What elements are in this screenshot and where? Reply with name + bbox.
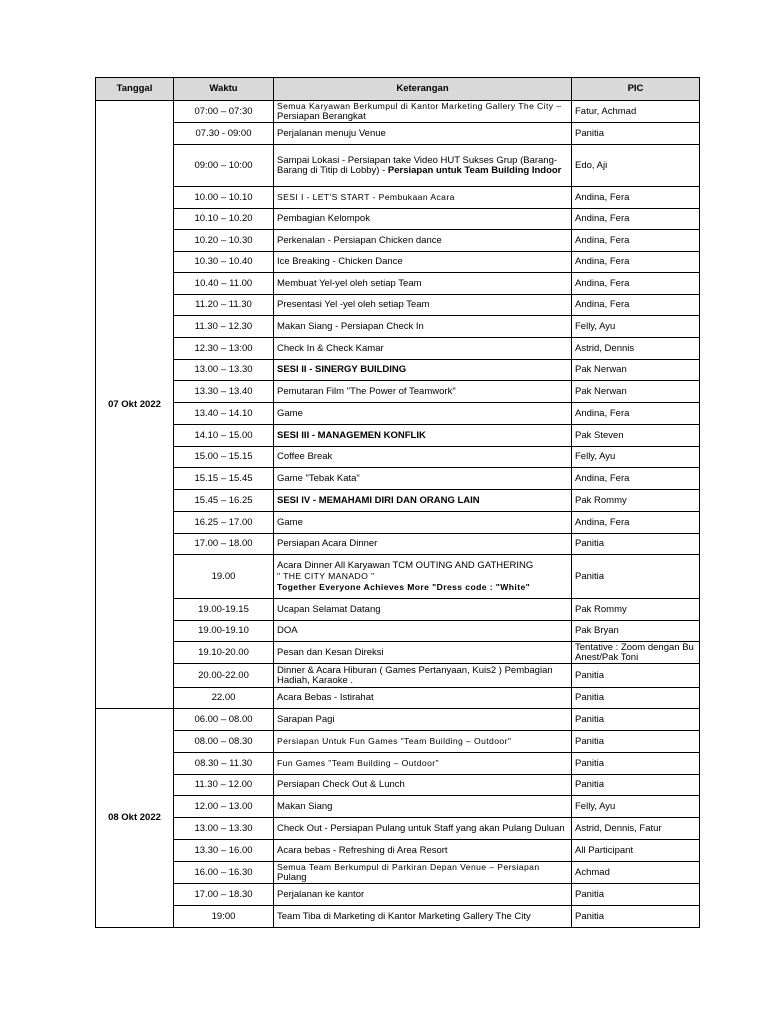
table-row bbox=[96, 534, 700, 555]
description-text: Semua Team Berkumpul di Parkiran Depan Venue – Persiapan bbox=[277, 862, 540, 872]
table-row bbox=[96, 642, 700, 664]
description-cell bbox=[274, 101, 572, 123]
description-text: Perkenalan - Persiapan Chicken dance bbox=[277, 234, 442, 246]
pic-cell: Panitia bbox=[572, 688, 700, 709]
time-cell: 06.00 – 08.00 bbox=[174, 709, 274, 731]
description-cell bbox=[274, 775, 572, 796]
time-cell: 11.30 – 12.00 bbox=[174, 775, 274, 796]
time-cell: 13.00 – 13.30 bbox=[174, 818, 274, 840]
description-text: Persiapan Berangkat bbox=[277, 111, 366, 122]
table-body bbox=[96, 101, 700, 928]
pic-cell: Panitia bbox=[572, 709, 700, 731]
description-text: Makan Siang - Persiapan Check In bbox=[277, 320, 424, 332]
table-row bbox=[96, 775, 700, 796]
description-text: Persiapan Check Out & Lunch bbox=[277, 779, 405, 790]
description-line bbox=[277, 365, 568, 375]
description-emphasis: Persiapan untuk Team Building Indoor bbox=[387, 164, 562, 176]
table-row bbox=[96, 447, 700, 468]
description-text: Coffee Break bbox=[277, 451, 333, 462]
table-row bbox=[96, 709, 700, 731]
description-cell bbox=[274, 123, 572, 145]
pic-cell: Astrid, Dennis, Fatur bbox=[572, 818, 700, 840]
time-cell: 14.10 – 15.00 bbox=[174, 425, 274, 447]
table-row bbox=[96, 512, 700, 534]
description-line bbox=[277, 192, 568, 203]
description-text: Acara Bebas - Istirahat bbox=[277, 692, 374, 703]
table-row bbox=[96, 316, 700, 338]
table-row bbox=[96, 230, 700, 252]
description-text: Hadiah, Karaoke . bbox=[277, 674, 354, 686]
pic-cell: Pak Rommy bbox=[572, 599, 700, 621]
description-text: Check In & Check Kamar bbox=[277, 342, 384, 354]
table-row bbox=[96, 252, 700, 273]
description-line bbox=[277, 780, 568, 790]
description-cell bbox=[274, 753, 572, 775]
description-text: Persiapan Untuk Fun Games "Team Building – Outdoor" bbox=[277, 736, 512, 746]
description-cell bbox=[274, 187, 572, 209]
header-time: Waktu bbox=[174, 78, 274, 101]
description-cell bbox=[274, 688, 572, 709]
description-text: Fun Games "Team Building – Outdoor" bbox=[277, 758, 439, 768]
pic-cell: Panitia bbox=[572, 775, 700, 796]
description-text: Sarapan Pagi bbox=[277, 713, 335, 725]
description-line bbox=[277, 873, 568, 883]
time-cell: 07:00 – 07:30 bbox=[174, 101, 274, 123]
time-cell: 11.20 – 11.30 bbox=[174, 295, 274, 316]
table-row bbox=[96, 101, 700, 123]
pic-cell: Panitia bbox=[572, 664, 700, 688]
description-cell bbox=[274, 468, 572, 490]
description-cell bbox=[274, 818, 572, 840]
pic-cell: Achmad bbox=[572, 862, 700, 884]
description-line bbox=[277, 129, 568, 139]
time-cell: 17.00 – 18.00 bbox=[174, 534, 274, 555]
description-text: Sampai Lokasi - Persiapan take Video HUT Sukses Grup (Barang- bbox=[277, 154, 558, 166]
description-cell bbox=[274, 840, 572, 862]
description-cell bbox=[274, 273, 572, 295]
description-text: Check Out - Persiapan Pulang untuk Staff yang akan Pulang Duluan bbox=[277, 822, 565, 834]
description-line bbox=[277, 409, 568, 419]
description-line bbox=[277, 387, 568, 397]
description-line bbox=[277, 236, 568, 246]
pic-cell: Pak Rommy bbox=[572, 490, 700, 512]
table-row bbox=[96, 360, 700, 381]
pic-cell: Edo, Aji bbox=[572, 145, 700, 187]
pic-cell: Felly, Ayu bbox=[572, 447, 700, 468]
pic-cell: Tentative : Zoom dengan Bu Anest/Pak Toni bbox=[572, 642, 700, 664]
description-text: Barang di Titip di Lobby) - bbox=[277, 164, 388, 176]
pic-cell: Andina, Fera bbox=[572, 230, 700, 252]
description-line bbox=[277, 561, 568, 571]
pic-cell: Pak Nerwan bbox=[572, 381, 700, 403]
table-row bbox=[96, 490, 700, 512]
table-row bbox=[96, 468, 700, 490]
description-cell bbox=[274, 447, 572, 468]
description-line bbox=[277, 693, 568, 703]
description-line bbox=[277, 626, 568, 636]
description-cell bbox=[274, 425, 572, 447]
description-cell bbox=[274, 145, 572, 187]
pic-cell: Felly, Ayu bbox=[572, 796, 700, 818]
description-line bbox=[277, 571, 568, 582]
description-line bbox=[277, 676, 568, 686]
date-cell: 07 Okt 2022 bbox=[96, 101, 174, 709]
time-cell: 16.25 – 17.00 bbox=[174, 512, 274, 534]
description-cell bbox=[274, 884, 572, 906]
table-row bbox=[96, 187, 700, 209]
description-text: Together Everyone Achieves More "Dress code : "White" bbox=[277, 581, 531, 592]
header-row bbox=[96, 78, 700, 101]
description-text: Semua Karyawan Berkumpul di Kantor Marketing Gallery The City – bbox=[277, 101, 562, 111]
table-row bbox=[96, 688, 700, 709]
time-cell: 13.30 – 16.00 bbox=[174, 840, 274, 862]
description-text: Ice Breaking - Chicken Dance bbox=[277, 256, 403, 267]
pic-cell: Fatur, Achmad bbox=[572, 101, 700, 123]
pic-cell: Felly, Ayu bbox=[572, 316, 700, 338]
description-line bbox=[277, 112, 568, 122]
description-cell bbox=[274, 512, 572, 534]
description-line bbox=[277, 862, 568, 873]
description-text: SESI I - LET'S START - Pembukaan Acara bbox=[277, 192, 455, 202]
description-text: SESI III - MANAGEMEN KONFLIK bbox=[277, 429, 426, 441]
description-line bbox=[277, 518, 568, 528]
table-row bbox=[96, 906, 700, 928]
time-cell: 20.00-22.00 bbox=[174, 664, 274, 688]
description-text: Game "Tebak Kata" bbox=[277, 472, 360, 484]
description-line bbox=[277, 300, 568, 310]
description-text: Game bbox=[277, 516, 303, 528]
time-cell: 08.00 – 08.30 bbox=[174, 731, 274, 753]
table-header bbox=[96, 78, 700, 101]
time-cell: 07.30 - 09:00 bbox=[174, 123, 274, 145]
time-cell: 15.45 – 16.25 bbox=[174, 490, 274, 512]
pic-cell: Pak Nerwan bbox=[572, 360, 700, 381]
table-row bbox=[96, 731, 700, 753]
time-cell: 19:00 bbox=[174, 906, 274, 928]
table-row bbox=[96, 555, 700, 599]
description-line bbox=[277, 648, 568, 658]
time-cell: 15.15 – 15.45 bbox=[174, 468, 274, 490]
table-row bbox=[96, 338, 700, 360]
table-row bbox=[96, 840, 700, 862]
description-line bbox=[277, 257, 568, 267]
description-text: Presentasi Yel -yel oleh setiap Team bbox=[277, 299, 430, 310]
description-cell bbox=[274, 252, 572, 273]
header-description: Keterangan bbox=[274, 78, 572, 101]
pic-cell: Panitia bbox=[572, 731, 700, 753]
description-cell bbox=[274, 664, 572, 688]
description-cell bbox=[274, 360, 572, 381]
description-text: Persiapan Acara Dinner bbox=[277, 538, 378, 549]
time-cell: 10.00 – 10.10 bbox=[174, 187, 274, 209]
description-text: Perjalanan ke kantor bbox=[277, 888, 365, 900]
description-cell bbox=[274, 555, 572, 599]
table-row bbox=[96, 123, 700, 145]
pic-cell: All Participant bbox=[572, 840, 700, 862]
description-cell bbox=[274, 709, 572, 731]
time-cell: 09:00 – 10:00 bbox=[174, 145, 274, 187]
description-cell bbox=[274, 906, 572, 928]
description-text: Acara Dinner All Karyawan TCM OUTING AND GATHERING bbox=[277, 559, 534, 571]
description-line bbox=[277, 758, 568, 769]
description-line bbox=[277, 715, 568, 725]
pic-cell: Astrid, Dennis bbox=[572, 338, 700, 360]
pic-cell: Andina, Fera bbox=[572, 295, 700, 316]
description-cell bbox=[274, 403, 572, 425]
description-cell bbox=[274, 209, 572, 230]
pic-cell: Panitia bbox=[572, 906, 700, 928]
description-cell bbox=[274, 230, 572, 252]
pic-cell: Panitia bbox=[572, 123, 700, 145]
description-line bbox=[277, 824, 568, 834]
description-line bbox=[277, 344, 568, 354]
description-cell bbox=[274, 862, 572, 884]
description-cell bbox=[274, 316, 572, 338]
header-pic: PIC bbox=[572, 78, 700, 101]
description-line bbox=[277, 582, 568, 593]
table-row bbox=[96, 599, 700, 621]
time-cell: 12.00 – 13.00 bbox=[174, 796, 274, 818]
description-cell bbox=[274, 534, 572, 555]
pic-cell: Pak Bryan bbox=[572, 621, 700, 642]
description-line bbox=[277, 214, 568, 224]
pic-cell: Andina, Fera bbox=[572, 512, 700, 534]
table-row bbox=[96, 862, 700, 884]
table-row bbox=[96, 796, 700, 818]
description-text: Ucapan Selamat Datang bbox=[277, 603, 381, 615]
description-line bbox=[277, 539, 568, 549]
time-cell: 19.00 bbox=[174, 555, 274, 599]
description-text: Perjalanan menuju Venue bbox=[277, 127, 386, 139]
description-line bbox=[277, 279, 568, 289]
time-cell: 10.40 – 11.00 bbox=[174, 273, 274, 295]
time-cell: 12.30 – 13:00 bbox=[174, 338, 274, 360]
description-text: Pembagian Kelompok bbox=[277, 213, 370, 224]
description-cell bbox=[274, 621, 572, 642]
description-line bbox=[277, 166, 568, 176]
table-row bbox=[96, 209, 700, 230]
description-text: SESI II - SINERGY BUILDING bbox=[277, 364, 407, 375]
time-cell: 11.30 – 12.30 bbox=[174, 316, 274, 338]
time-cell: 08.30 – 11.30 bbox=[174, 753, 274, 775]
table-row bbox=[96, 664, 700, 688]
description-cell bbox=[274, 731, 572, 753]
description-text: Makan Siang bbox=[277, 800, 333, 812]
time-cell: 15.00 – 15.15 bbox=[174, 447, 274, 468]
description-line bbox=[277, 452, 568, 462]
description-text: Membuat Yel-yel oleh setiap Team bbox=[277, 277, 422, 289]
description-line bbox=[277, 605, 568, 615]
time-cell: 17.00 – 18.30 bbox=[174, 884, 274, 906]
pic-cell: Andina, Fera bbox=[572, 187, 700, 209]
pic-cell: Andina, Fera bbox=[572, 468, 700, 490]
description-text: " THE CITY MANADO " bbox=[277, 570, 375, 581]
time-cell: 10.20 – 10.30 bbox=[174, 230, 274, 252]
description-cell bbox=[274, 599, 572, 621]
description-line bbox=[277, 890, 568, 900]
description-line bbox=[277, 912, 568, 922]
description-cell bbox=[274, 796, 572, 818]
time-cell: 19.10-20.00 bbox=[174, 642, 274, 664]
time-cell: 19.00-19.10 bbox=[174, 621, 274, 642]
description-text: DOA bbox=[277, 625, 298, 636]
pic-cell: Andina, Fera bbox=[572, 252, 700, 273]
date-cell: 08 Okt 2022 bbox=[96, 709, 174, 928]
table-row bbox=[96, 753, 700, 775]
description-cell bbox=[274, 490, 572, 512]
description-cell bbox=[274, 295, 572, 316]
table-row bbox=[96, 621, 700, 642]
pic-cell: Andina, Fera bbox=[572, 273, 700, 295]
description-text: Pemutaran Film "The Power of Teamwork" bbox=[277, 385, 456, 397]
description-text: Dinner & Acara Hiburan ( Games Pertanyaan, Kuis2 ) Pembagian bbox=[277, 664, 553, 676]
table-row bbox=[96, 273, 700, 295]
description-cell bbox=[274, 642, 572, 664]
description-line bbox=[277, 802, 568, 812]
description-line bbox=[277, 474, 568, 484]
description-text: Game bbox=[277, 407, 303, 419]
description-text: Team Tiba di Marketing di Kantor Marketing Gallery The City bbox=[277, 910, 531, 922]
table-row bbox=[96, 884, 700, 906]
schedule-table bbox=[95, 77, 700, 928]
pic-cell: Panitia bbox=[572, 884, 700, 906]
table-row bbox=[96, 381, 700, 403]
time-cell: 22.00 bbox=[174, 688, 274, 709]
description-line bbox=[277, 496, 568, 506]
time-cell: 10.10 – 10.20 bbox=[174, 209, 274, 230]
time-cell: 16.00 – 16.30 bbox=[174, 862, 274, 884]
table-row bbox=[96, 295, 700, 316]
table-row bbox=[96, 145, 700, 187]
table-row bbox=[96, 818, 700, 840]
description-cell bbox=[274, 381, 572, 403]
table-row bbox=[96, 403, 700, 425]
description-cell bbox=[274, 338, 572, 360]
pic-cell: Pak Steven bbox=[572, 425, 700, 447]
pic-cell: Andina, Fera bbox=[572, 403, 700, 425]
pic-cell: Panitia bbox=[572, 555, 700, 599]
time-cell: 13.00 – 13.30 bbox=[174, 360, 274, 381]
description-text: Pulang bbox=[277, 872, 307, 883]
time-cell: 13.40 – 14.10 bbox=[174, 403, 274, 425]
table-row bbox=[96, 425, 700, 447]
description-text: Acara bebas - Refreshing di Area Resort bbox=[277, 844, 448, 856]
description-line bbox=[277, 846, 568, 856]
description-text: SESI IV - MEMAHAMI DIRI DAN ORANG LAIN bbox=[277, 494, 480, 506]
pic-cell: Panitia bbox=[572, 534, 700, 555]
pic-cell: Andina, Fera bbox=[572, 209, 700, 230]
header-date: Tanggal bbox=[96, 78, 174, 101]
description-line bbox=[277, 431, 568, 441]
description-line bbox=[277, 322, 568, 332]
time-cell: 13.30 – 13.40 bbox=[174, 381, 274, 403]
time-cell: 10.30 – 10.40 bbox=[174, 252, 274, 273]
description-line bbox=[277, 736, 568, 747]
pic-cell: Panitia bbox=[572, 753, 700, 775]
time-cell: 19.00-19.15 bbox=[174, 599, 274, 621]
description-text: Pesan dan Kesan Direksi bbox=[277, 646, 384, 658]
